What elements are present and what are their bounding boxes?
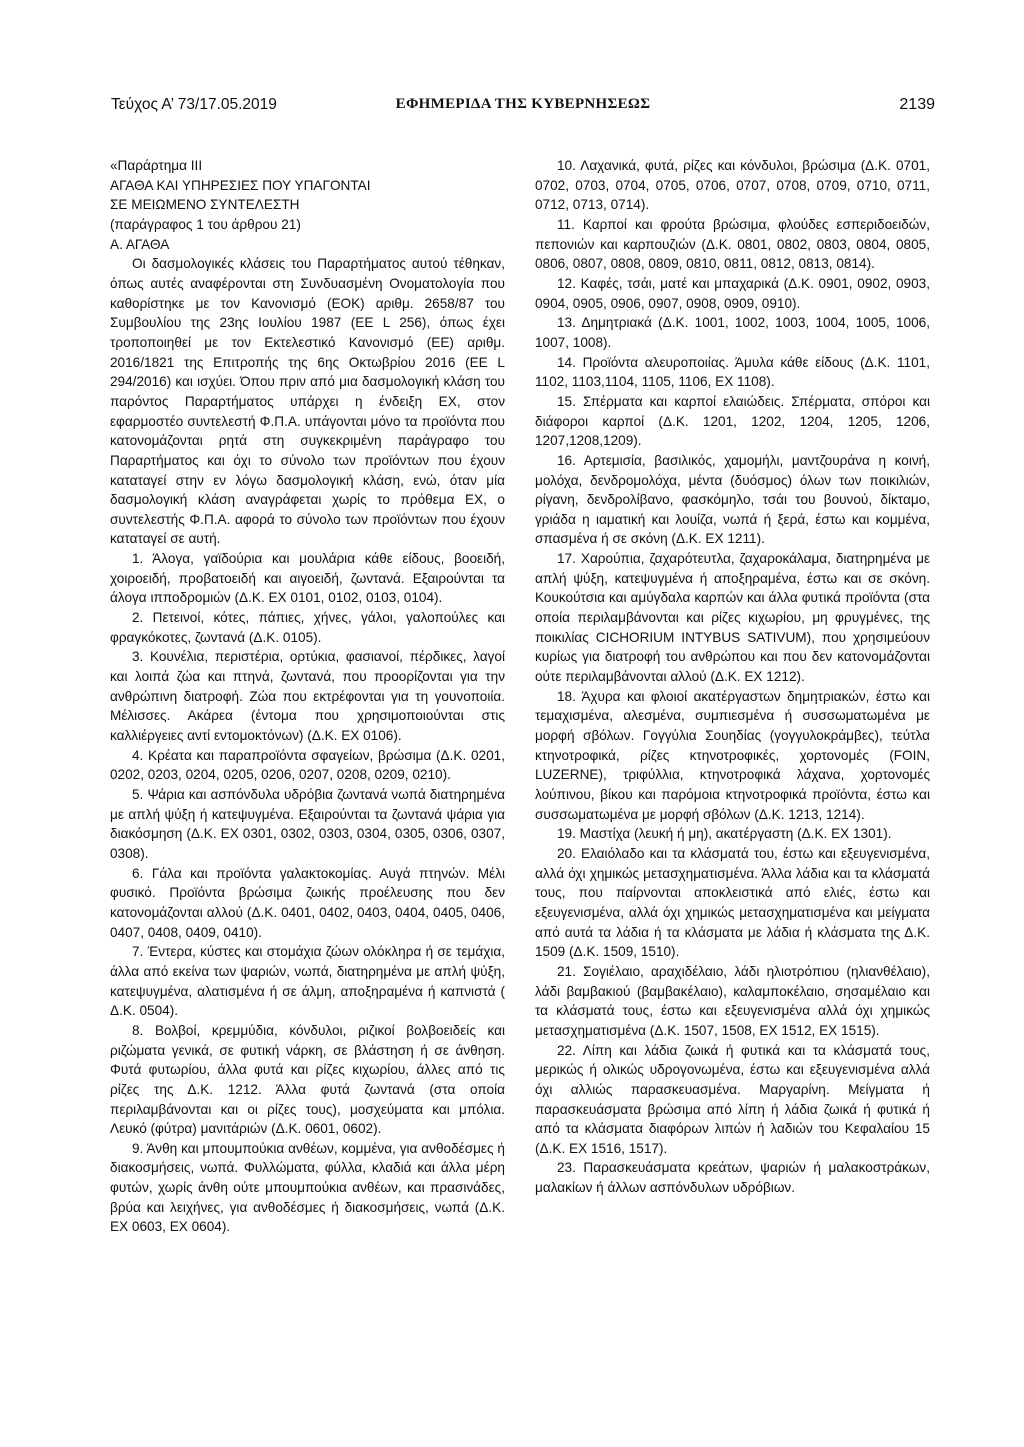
list-item: 4. Κρέατα και παραπροϊόντα σφαγείων, βρώσιμα (Δ.Κ. 0201, 0202, 0203, 0204, 0205, 0206, 0207, 0208, 0209, 0210). — [110, 747, 505, 783]
annex-title-line: ΑΓΑΘΑ ΚΑΙ ΥΠΗΡΕΣΙΕΣ ΠΟΥ ΥΠΑΓΟΝΤΑΙ — [110, 177, 371, 193]
list-item: 23. Παρασκευάσματα κρεάτων, ψαριών ή μαλακοστράκων, μαλακίων ή άλλων ασπόνδυλων υδρόβιων. — [535, 1160, 930, 1196]
page-header — [111, 96, 935, 120]
list-item: 6. Γάλα και προϊόντα γαλακτοκομίας. Αυγά πτηνών. Μέλι φυσικό. Προϊόντα βρώσιμα ζωικής προέλευσης που δεν κατονομάζονται αλλού (Δ.Κ. 0401, 0402, 0403, 0404, 0405, 0406, 0407, 0408, 0409, 0410). — [110, 865, 505, 940]
list-item: 8. Βολβοί, κρεμμύδια, κόνδυλοι, ριζικοί βολβοειδείς και ριζώματα γενικά, σε φυτική νάρκη, σε βλάστηση ή σε άνθηση. Φυτά φυτωρίου, άλλα φυτά και ρίζες κιχωρίου, άλλες από τις ρίζες της Δ.Κ. 1212. Άλλα φυτά ζωντανά (στα οποία περιλαμβάνονται και οι ρίζες τους), μοσχεύματα και μπόλια. Λευκό (φύτρα) μανιτάριών (Δ.Κ. 0601, 0602). — [110, 1022, 505, 1137]
annex-title-line: ΣΕ ΜΕΙΩΜΕΝΟ ΣΥΝΤΕΛΕΣΤΗ — [110, 197, 300, 213]
list-item: 7. Έντερα, κύστες και στομάχια ζώων ολόκληρα ή σε τεμάχια, άλλα από εκείνα των ψαριών, νωπά, διατηρημένα με απλή ψύξη, κατεψυγμένα, αλατισμένα ή σε άλμη, αποξηραμένα ή καπνιστά ( Δ.Κ. 0504). — [110, 944, 505, 1019]
list-item: 13. Δημητριακά (Δ.Κ. 1001, 1002, 1003, 1004, 1005, 1006, 1007, 1008). — [535, 315, 930, 350]
list-item: 14. Προϊόντα αλευροποιίας. Άμυλα κάθε είδους (Δ.Κ. 1101, 1102, 1103,1104, 1105, 1106, ΕΧ 1108). — [535, 354, 930, 390]
list-item: 3. Κουνέλια, περιστέρια, ορτύκια, φασιανοί, πέρδικες, λαγοί και λοιπά ζώα και πτηνά, ζωντανά, που προορίζονται για την ανθρώπινη διατροφή. Ζώα που εκτρέφονται για τη γουνοποιία. Μέλισσες. Ακάρεα (έντομα που χρησιμοποιούνται στις καλλιέργειες αντί εντομοκτόνων) (Δ.Κ. ΕΧ 0106). — [110, 649, 505, 744]
list-item: 16. Αρτεμισία, βασιλικός, χαμομήλι, μαντζουράνα η κοινή, μολόχα, δενδρομολόχα, μέντα (δυόσμος) όλων των ποικιλιών, ρίγανη, δενδρολίβανο, φασκόμηλο, τσάι του βουνού, δίκταμο, γριάδα η ιαματική και λουίζα, νωπά ή ξερά, έστω και κομμένα, σπασμένα ή σε σκόνη (Δ.Κ. ΕΧ 1211). — [535, 452, 930, 547]
left-column — [110, 156, 505, 1237]
annex-title-line: «Παράρτημα ΙΙΙ — [110, 158, 203, 173]
intro-paragraph: Οι δασμολογικές κλάσεις του Παραρτήματος αυτού τέθηκαν, όπως αυτές αναφέρονται στη Συνδυασμένη Ονοματολογία που καθορίστηκε με τον Κανονισμό (ΕΟΚ) αριθμ. 2658/87 του Συμβουλίου της 23ης Ιουλίου 1987 (ΕΕ L 256), όπως έχει τροποποιηθεί με τον Εκτελεστικό Κανονισμό (ΕΕ) αριθμ. 2016/1821 της Επιτροπής της 6ης Οκτωβρίου 2016 (ΕΕ L 294/2016) και ισχύει. Όπου πριν από μια δασμολογική κλάση του παρόντος Παραρτήματος υπάρχει η ένδειξη ΕΧ, στον εφαρμοστέο συντελεστή Φ.Π.Α. υπάγονται μόνο τα προϊόντα που κατονομάζονται ρητά στη συγκεκριμένη παράγραφο του Παραρτήματος και όχι το σύνολο των προϊόντων που έχουν καταταγεί στην εν λόγω δασμολογική κλάση, ενώ, όταν μία δασμολογική κλάση αναγράφεται χωρίς το πρόθεμα ΕΧ, ο συντελεστής Φ.Π.Α. αφορά το σύνολο των προϊόντων που έχουν καταταγεί σε αυτή. — [110, 256, 505, 547]
list-item: 1. Άλογα, γαϊδούρια και μουλάρια κάθε είδους, βοοειδή, χοιροειδή, προβατοειδή και αιγοειδή, ζωντανά. Εξαιρούνται τα άλογα ιπποδρομιών (Δ.Κ. ΕΧ 0101, 0102, 0103, 0104). — [110, 551, 505, 606]
list-item: 17. Χαρούπια, ζαχαρότευτλα, ζαχαροκάλαμα, διατηρημένα με απλή ψύξη, κατεψυγμένα ή αποξηραμένα, έστω και σε σκόνη. Κουκούτσια και αμύγδαλα καρπών και άλλα φυτικά προϊόντα (στα οποία περιλαμβάνονται και ρίζες κιχωρίου, μη φρυγμένες, της ποικιλίας CICHORIUM INTYBUS SATIVUM), που χρησιμεύουν κυρίως για διατροφή του ανθρώπου και που δεν κατονομάζονται ούτε περιλαμβάνονται αλλού (Δ.Κ. ΕΧ 1212). — [535, 551, 930, 685]
page-number: 2139 — [899, 96, 935, 113]
annex-title-line: (παράγραφος 1 του άρθρου 21) — [110, 216, 301, 232]
list-item: 12. Καφές, τσάι, ματέ και μπαχαρικά (Δ.Κ. 0901, 0902, 0903, 0904, 0905, 0906, 0907, 0908, 0909, 0910). — [535, 275, 930, 311]
issue-label: Τεύχος Α’ 73/17.05.2019 — [111, 96, 277, 113]
list-item: 2. Πετεινοί, κότες, πάπιες, χήνες, γάλοι, γαλοπούλες και φραγκόκοτες, ζωντανά (Δ.Κ. 0105). — [110, 610, 505, 645]
list-item: 15. Σπέρματα και καρποί ελαιώδεις. Σπέρματα, σπόροι και διάφοροι καρποί (Δ.Κ. 1201, 1202, 1204, 1205, 1206, 1207,1208,1209). — [535, 393, 930, 449]
list-item: 9. Άνθη και μπουμπούκια ανθέων, κομμένα, για ανθοδέσμες ή διακοσμήσεις, νωπά. Φυλλώματα, φύλλα, κλαδιά και άλλα μέρη φυτών, χωρίς άνθη ούτε μπουμπούκια ανθέων, και πρασινάδες, βρύα και λειχήνες, για ανθοδέσμες ή διακοσμήσεις, νωπά (Δ.Κ. ΕΧ 0603, ΕΧ 0604). — [110, 1140, 505, 1235]
list-item: 19. Μαστίχα (λευκή ή μη), ακατέργαστη (Δ.Κ. ΕΧ 1301). — [557, 826, 892, 842]
list-item: 11. Καρποί και φρούτα βρώσιμα, φλούδες εσπεριδοειδών, πεπονιών και καρπουζιών (Δ.Κ. 0801, 0802, 0803, 0804, 0805, 0806, 0807, 0808, 0809, 0810, 0811, 0812, 0813, 0814). — [535, 216, 930, 272]
list-item: 5. Ψάρια και ασπόνδυλα υδρόβια ζωντανά νωπά διατηρημένα με απλή ψύξη ή κατεψυγμένα. Εξαιρούνται τα ζωντανά ψάρια για διακόσμηση (Δ.Κ. ΕΧ 0301, 0302, 0303, 0304, 0305, 0306, 0307, 0308). — [110, 787, 505, 861]
list-item: 18. Άχυρα και φλοιοί ακατέργαστων δημητριακών, έστω και τεμαχισμένα, αλεσμένα, συμπιεσμένα ή συσσωματωμένα με μορφή σβόλων. Γογγύλια Σουηδίας (γογγυλοκράμβες), τεύτλα κτηνοτροφικά, ρίζες κτηνοτροφικές, χορτονομές (FOIN, LUZERNE), τριφύλλια, κτηνοτροφικά λάχανα, χορτονομές λούπινου, βίκου και παρόμοια κτηνοτροφικά προϊόντα, έστω και συσσωματωμένα με μορφή σβόλων (Δ.Κ. 1213, 1214). — [535, 688, 930, 822]
annex-title-line: Α. ΑΓΑΘΑ — [110, 236, 170, 252]
list-item: 10. Λαχανικά, φυτά, ρίζες και κόνδυλοι, βρώσιμα (Δ.Κ. 0701, 0702, 0703, 0704, 0705, 0706, 0707, 0708, 0709, 0710, 0711, 0712, 0713, 0714). — [535, 158, 930, 213]
annex-title — [110, 156, 505, 254]
list-item: 22. Λίπη και λάδια ζωικά ή φυτικά και τα κλάσματά τους, μερικώς ή ολικώς υδρογονωμένα, έστω και εξευγενισμένα αλλά όχι αλλιώς παρασκευασμένα. Μαργαρίνη. Μείγματα ή παρασκευάσματα βρώσιμα από λίπη ή λάδια ζωικά ή φυτικά ή από τα κλάσματα διαφόρων λιπών ή λαδιών του Κεφαλαίου 15 (Δ.Κ. ΕΧ 1516, 1517). — [535, 1042, 930, 1156]
list-item: 20. Ελαιόλαδο και τα κλάσματά του, έστω και εξευγενισμένα, αλλά όχι χημικώς μετασχηματισμένα. Άλλα λάδια και τα κλάσματά τους, που παίρνονται αποκλειστικά από ελιές, έστω και εξευγενισμένα, αλλά όχι χημικώς μετασχηματισμένα και μείγματα από αυτά τα λάδια ή τα κλάσματα με λάδια ή κλάσματα της Δ.Κ. 1509 (Δ.Κ. 1509, 1510). — [535, 845, 930, 960]
list-item: 21. Σογιέλαιο, αραχιδέλαιο, λάδι ηλιοτρόπιου (ηλιανθέλαιο), λάδι βαμβακιού (βαμβακέλαιο), καλαμποκέλαιο, σησαμέλαιο και τα κλάσματά τους, έστω και εξευγενισμένα αλλά όχι χημικώς μετασχηματισμένα (Δ.Κ. 1507, 1508, ΕΧ 1512, ΕΧ 1515). — [535, 963, 930, 1038]
right-column — [535, 156, 930, 1198]
publication-title: ΕΦΗΜΕΡΙΔΑ ΤΗΣ ΚΥΒΕΡΝΗΣΕΩΣ — [395, 96, 651, 112]
